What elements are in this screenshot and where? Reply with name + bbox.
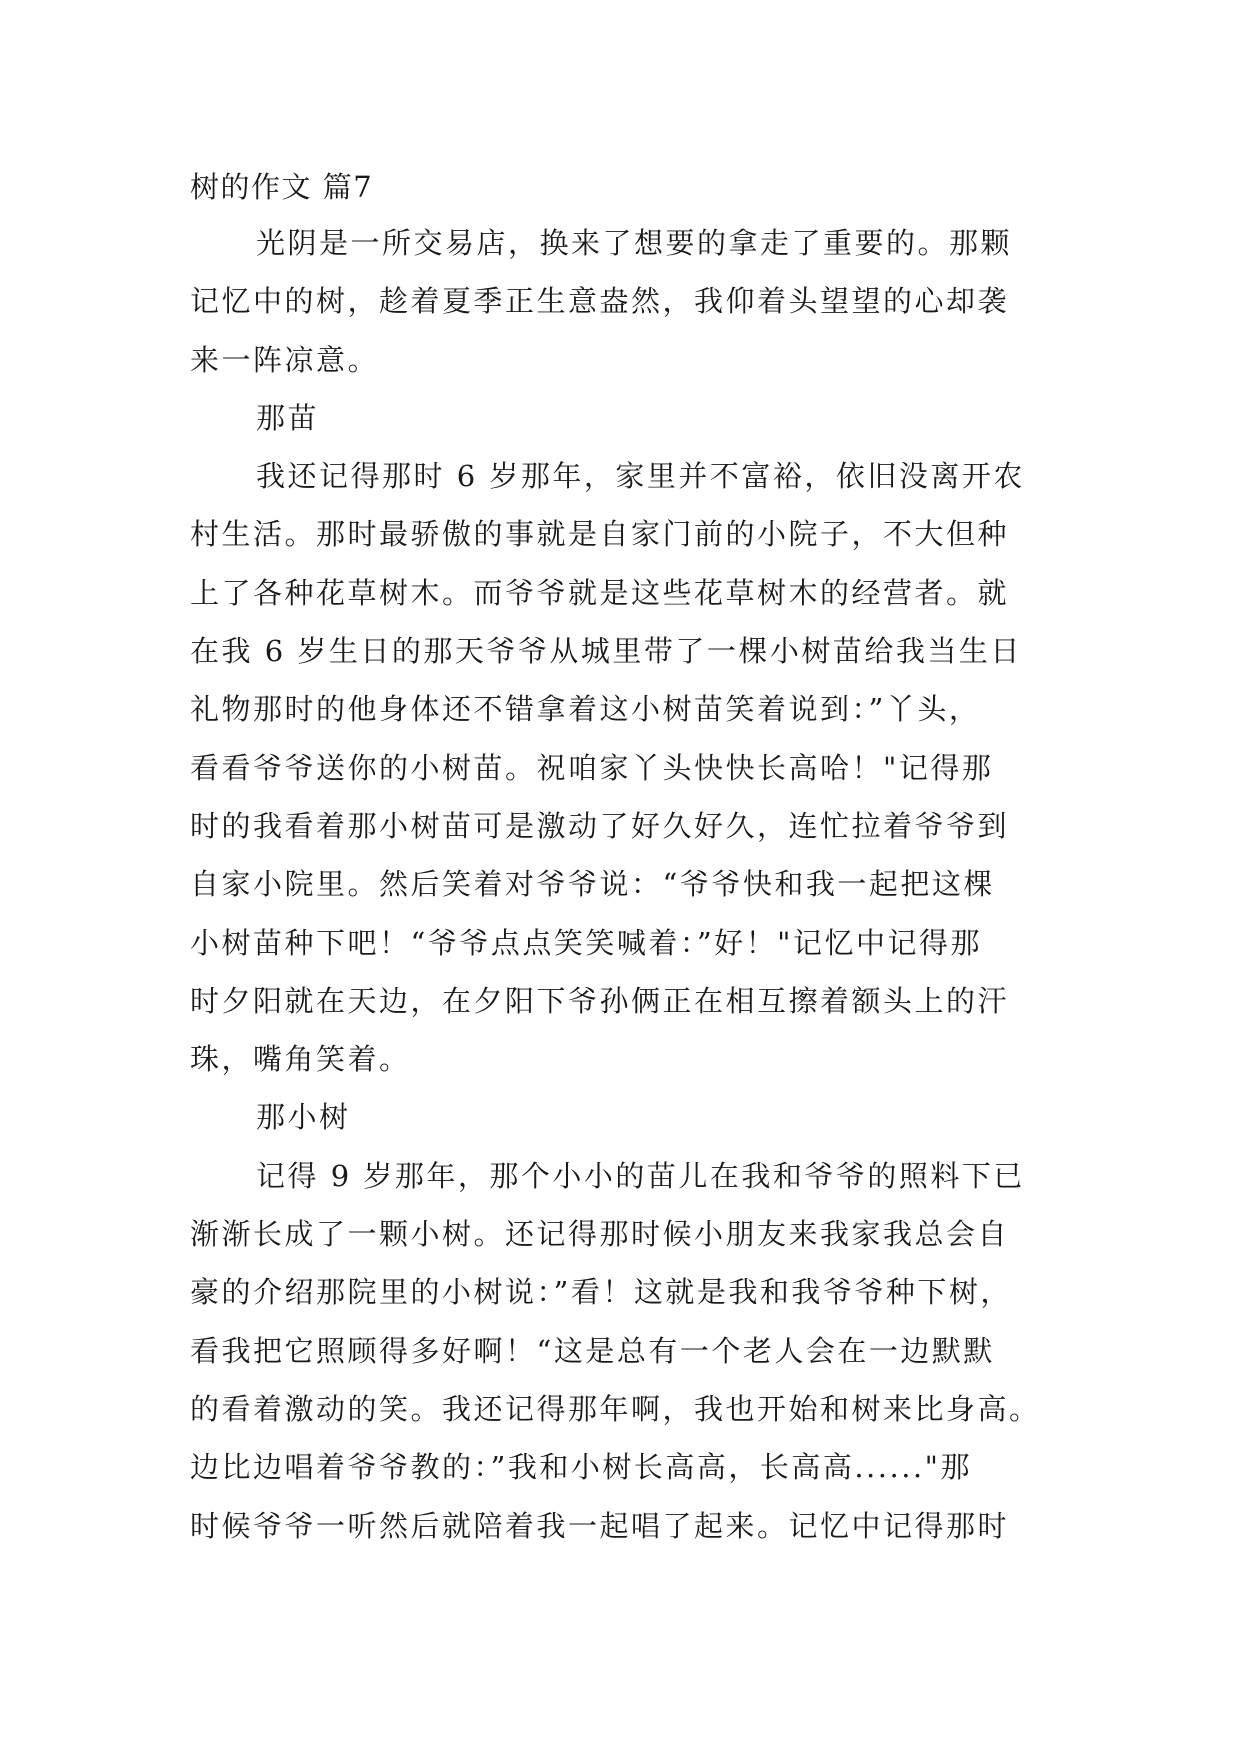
paragraph-line: 记得 9 岁那年，那个小小的苗儿在我和爷爷的照料下已 [256,1158,1025,1193]
paragraph-line: 渐渐长成了一颗小树。还记得那时候小朋友来我家我总会自 [190,1217,1010,1252]
paragraph-line: 上了各种花草树木。而爷爷就是这些花草树木的经营者。就 [190,575,1010,610]
paragraph-line: 自家小院里。然后笑着对爷爷说：“爷爷快和我一起把这棵 [190,867,995,902]
paragraph-line: 时夕阳就在天边，在夕阳下爷孙俩正在相互擦着额头上的汗 [190,983,1010,1018]
paragraph-line: 在我 6 岁生日的那天爷爷从城里带了一棵小树苗给我当生日 [190,634,1022,669]
paragraph-line: 来一阵凉意。 [190,342,380,377]
paragraph-line: 豪的介绍那院里的小树说：”看！这就是我和我爷爷种下树， [190,1275,1012,1310]
paragraph-line: 村生活。那时最骄傲的事就是自家门前的小院子，不大但种 [190,517,1010,552]
paragraph-line: 礼物那时的他身体还不错拿着这小树苗笑着说到：”丫头， [190,692,981,727]
document-body [190,160,1070,1555]
paragraph-line: 时的我看着那小树苗可是激动了好久好久，连忙拉着爷爷到 [190,808,1010,843]
paragraph-line: 小树苗种下吧！“爷爷点点笑笑喊着：”好！"记忆中记得那 [190,925,982,960]
paragraph-line: 的看着激动的笑。我还记得那年啊，我也开始和树来比身高。 [190,1391,1041,1426]
section-heading: 那苗 [256,400,320,435]
paragraph-line: 时候爷爷一听然后就陪着我一起唱了起来。记忆中记得那时 [190,1508,1010,1543]
section-heading: 那小树 [256,1100,351,1135]
paragraph-line: 边比边唱着爷爷教的：”我和小树长高高，长高高......"那 [190,1450,972,1485]
paragraph-line: 珠，嘴角笑着。 [190,1042,411,1077]
paragraph-line: 看我把它照顾得多好啊！“这是总有一个老人会在一边默默 [190,1333,995,1368]
paragraph-line: 看看爷爷送你的小树苗。祝咱家丫头快快长高哈！"记得那 [190,750,994,785]
essay-title: 树的作文 篇7 [190,170,374,204]
paragraph-line: 我还记得那时 6 岁那年，家里并不富裕，依旧没离开农 [256,459,1025,494]
paragraph-line: 光阴是一所交易店，换来了想要的拿走了重要的。那颗 [256,226,1013,260]
paragraph-line: 记忆中的树，趁着夏季正生意盎然，我仰着头望望的心却袭 [190,284,1010,319]
